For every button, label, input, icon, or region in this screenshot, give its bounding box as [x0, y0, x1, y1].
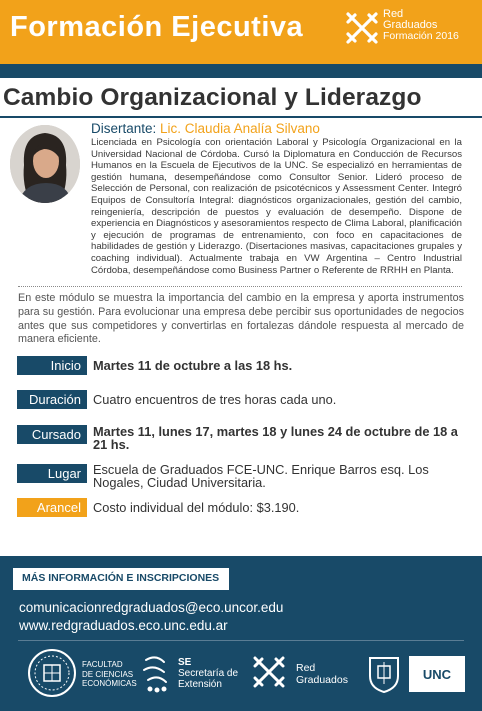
red-footer-line-2: Graduados — [296, 674, 348, 686]
secretaria-extension-icon — [140, 652, 174, 694]
cursado-value: Martes 11, lunes 17, martes 18 y lunes 24 de octubre de 18 a 21 hs. — [93, 424, 458, 452]
speaker-photo — [10, 125, 80, 203]
red-graduados-footer-text — [296, 662, 348, 686]
contact-website-link[interactable]: www.redgraduados.eco.unc.edu.ar — [19, 618, 228, 633]
speaker-prefix: Disertante: — [91, 121, 157, 136]
header-band — [0, 64, 482, 78]
lugar-tag: Lugar — [17, 464, 87, 483]
se-line-1: Secretaría de — [178, 668, 239, 679]
duracion-value: Cuatro encuentros de tres horas cada uno. — [93, 392, 337, 407]
fce-text — [82, 660, 137, 689]
inicio-tag: Inicio — [17, 356, 87, 375]
speaker-label — [91, 121, 320, 136]
contact-email-link[interactable]: comunicacionredgraduados@eco.uncor.edu — [19, 600, 284, 615]
header-title: Formación Ejecutiva — [10, 11, 304, 43]
duracion-tag: Duración — [17, 390, 87, 409]
fce-line-2: DE CIENCIAS — [82, 669, 134, 679]
unc-label: UNC — [422, 667, 452, 682]
cursado-tag: Cursado — [17, 425, 87, 444]
arancel-tag: Arancel — [17, 498, 87, 517]
se-line-2: Extensión — [178, 679, 222, 690]
module-intro: En este módulo se muestra la importancia del cambio en la empresa y aporta instrumentos para su gestión. Para evolucionar una empresa debe percibir sus oportunidades de negocios antes que sus competidores y convertirlas en fortalezas dándole respuesta al mercado de manera eficiente. — [18, 292, 464, 346]
arancel-value: Costo individual del módulo: $3.190. — [93, 500, 300, 515]
lugar-value: Escuela de Graduados FCE-UNC. Enrique Barros esq. Los Nogales, Ciudad Universitaria. — [93, 462, 429, 490]
se-short: SE — [178, 657, 192, 668]
speaker-bio: Licenciada en Psicología con orientación Laboral y Psicología Organizacional en la Universidad Nacional de Córdoba. Cursó la Diplomatura en Conducción de Recursos Humanos en la Escuela de Ejecutivos de la UNC. Se especializó en herramientas de gestión humana, desempeñándose como Consultor Senior. Lideró proceso de Selección de Personal, con realización de psicotécnicos y Assessment Center. Integró Equipos de Consultoría Integral: diagnósticos organizacionales, gestión del cambio, reingeniería, descripción de puestos y evaluación de desempeño. Dispone de experiencia en Diagnósticos y asesoramientos respecto de Clima Laboral, planificación y ejecución de programas de entrenamiento, con foco en capacitaciones de habilidades de gestión y Liderazgo. (Disertaciones masivas, capacitaciones grupales y coaching individual). Actualmente trabaja en VW Argentina – Centro Industrial Córdoba, desempeñándose como Business Partner o Referente de RRHH en Planta. — [91, 137, 462, 276]
dotted-divider — [18, 286, 462, 287]
red-graduados-footer-icon — [248, 652, 290, 692]
course-title: Cambio Organizacional y Liderazgo — [3, 84, 422, 111]
logo-line-formacion: Formación 2016 — [383, 30, 459, 42]
title-divider — [0, 116, 482, 118]
se-text — [178, 657, 238, 690]
fce-seal-icon — [27, 648, 77, 698]
unc-crest-icon — [366, 654, 402, 694]
header-logo-text — [383, 9, 459, 42]
inicio-value: Martes 11 de octubre a las 18 hs. — [93, 358, 293, 373]
fce-line-1: FACULTAD — [82, 660, 123, 669]
contact-heading: MÁS INFORMACIÓN E INSCRIPCIONES — [22, 572, 220, 584]
fce-line-3: ECONÓMICAS — [82, 679, 137, 688]
red-footer-line-1: Red — [296, 662, 316, 674]
footer-divider — [18, 640, 464, 641]
speaker-name: Lic. Claudia Analía Silvano — [160, 121, 320, 136]
red-graduados-logo-icon — [344, 8, 380, 48]
header-banner — [0, 0, 482, 64]
logo-line-graduados: Graduados — [383, 19, 438, 31]
logo-line-red: Red — [383, 8, 404, 20]
